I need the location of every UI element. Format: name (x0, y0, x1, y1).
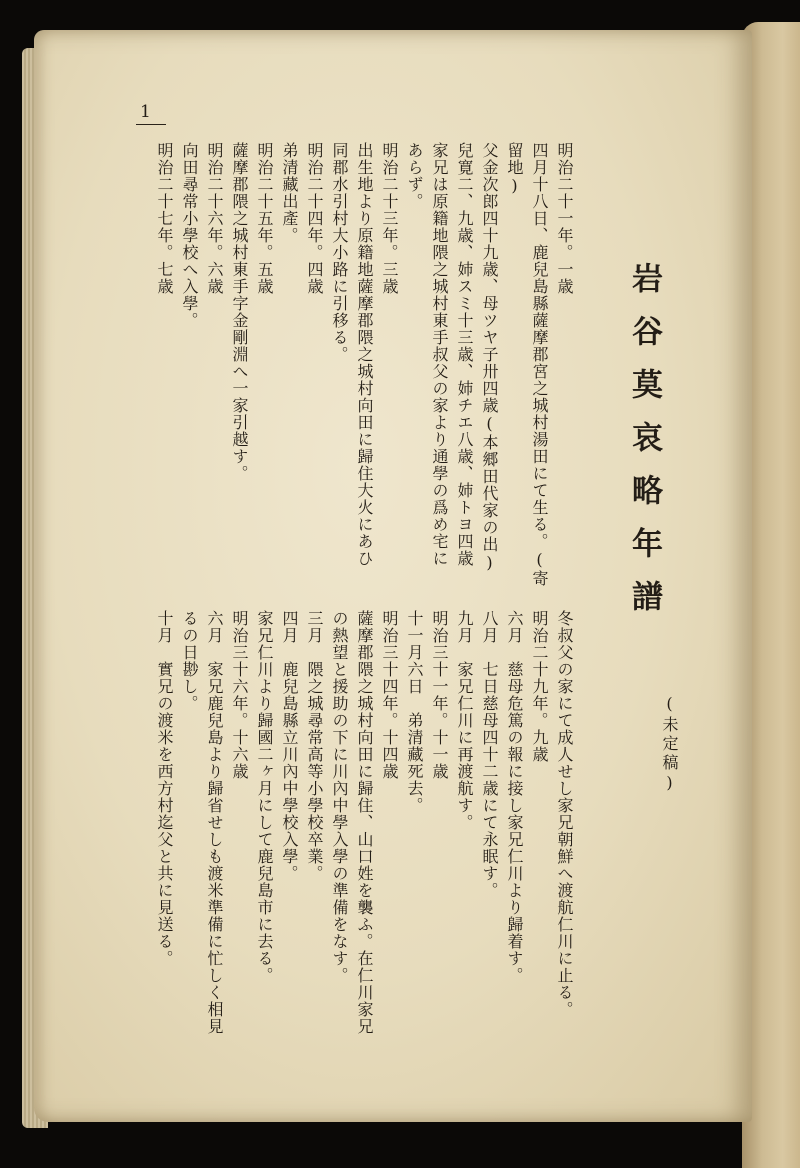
text-column: 四月十八日、鹿兒島縣薩摩郡宮之城村湯田にて生る。(寄 (530, 142, 549, 587)
text-column: るの日尠し。 (180, 610, 199, 712)
text-column: 父金次郎四十九歳、母ツヤ子卅四歳(本郷田代家の出) (480, 142, 499, 573)
text-column: 明治二十一年。一歳 (555, 142, 574, 295)
text-column: 三月 隈之城尋常高等小學校卒業。 (305, 610, 324, 882)
text-column: 明治二十六年。六歳 (205, 142, 224, 295)
text-column: 家兄は原籍地隈之城村東手叔父の家より通學の爲め宅に (430, 142, 449, 567)
text-column: 兒寛二、九歳、姉スミ十三歳、姉チエ八歳、姉トヨ四歳 (455, 142, 474, 567)
text-column: 明治二十四年。四歳 (305, 142, 324, 295)
text-column: 十一月六日 弟清藏死去。 (405, 610, 424, 814)
text-column: 六月 慈母危篤の報に接し家兄仁川より歸着す。 (505, 610, 524, 984)
text-column: 薩摩郡隈之城村東手字金剛淵へ一家引越す。 (230, 142, 249, 482)
text-column: 薩摩郡隈之城村向田に歸住、山口姓を襲ふ。在仁川家兄 (355, 610, 374, 1035)
text-column: の熱望と援助の下に川內中學入學の準備をなす。 (330, 610, 349, 984)
text-column: 明治二十九年。九歳 (530, 610, 549, 763)
text-column: 向田尋常小學校へ入學。 (180, 142, 199, 329)
page-number-rule (136, 124, 166, 125)
text-column: 明治三十六年。十六歳 (230, 610, 249, 780)
text-column: 明治二十三年。三歳 (380, 142, 399, 295)
text-column: あらず。 (405, 142, 424, 210)
text-column: 四月 鹿兒島縣立川內中學校入學。 (280, 610, 299, 882)
text-column: 六月 家兄鹿兒島より歸省せしも渡米準備に忙しく相見 (205, 610, 224, 1035)
text-column: 留地) (505, 142, 524, 196)
text-column: 冬叔父の家にて成人せし家兄朝鮮へ渡航仁川に止る。 (555, 610, 574, 1018)
text-column: 八月 七日慈母四十二歳にて永眠す。 (480, 610, 499, 899)
text-column: 九月 家兄仁川に再渡航す。 (455, 610, 474, 831)
page-subtitle: (未定稿) (660, 694, 679, 795)
text-column: 弟清藏出產。 (280, 142, 299, 244)
text-column: 出生地より原籍地薩摩郡隈之城村向田に歸住大火にあひ (355, 142, 374, 567)
page-title: 岩谷莫哀略年譜 (626, 262, 662, 633)
text-column: 明治三十一年。十一歳 (430, 610, 449, 780)
text-column: 十月 實兄の渡米を西方村迄父と共に見送る。 (155, 610, 174, 967)
text-column: 家兄仁川より歸國二ヶ月にして鹿兒島市に去る。 (255, 610, 274, 984)
text-column: 明治三十四年。十四歳 (380, 610, 399, 780)
page-number: 1 (140, 102, 151, 122)
text-column: 明治二十五年。五歳 (255, 142, 274, 295)
text-column: 明治二十七年。七歳 (155, 142, 174, 295)
text-column: 同郡水引村大小路に引移る。 (330, 142, 349, 363)
